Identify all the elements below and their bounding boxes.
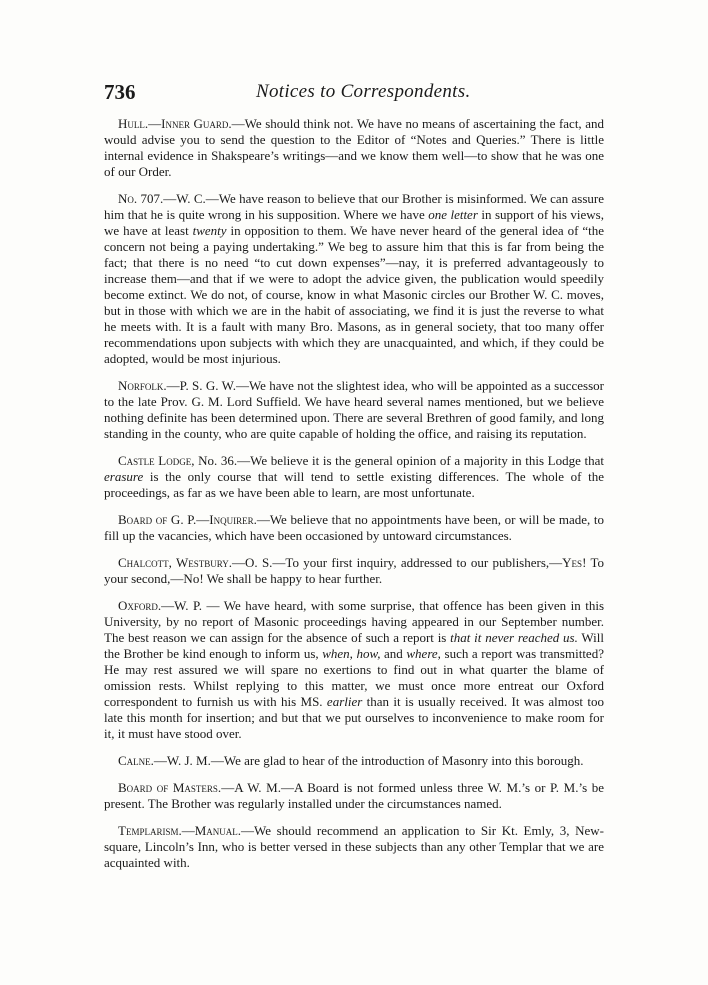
page-number: 736 [104,80,136,104]
notice-text: Yes [562,555,583,570]
italic-text: when, how, [322,646,381,661]
notice-paragraph [104,823,604,871]
notice-text: —W. J. M.—We are glad to hear of the introduction of Masonry into this borough. [153,753,584,768]
running-title: Notices to Correspondents. [256,81,471,102]
italic-text: one letter [428,207,478,222]
notice-text: is the only course that will tend to settle existing differences. The whole of the proceedings, as far as we have been able to learn, are most unfortunate. [104,469,604,500]
notice-heading: No. 707.—W. C. [118,191,206,206]
italic-text: erasure [104,469,144,484]
notice-text: such a report was transmitted? He may rest assured we will spare no exertions to find out in what quarter the blame of omission rests. Whilst replying to this matter, we must once more entreat our Oxford correspondent to furnish us with his MS. [104,646,604,709]
italic-text: twenty [192,223,227,238]
notice-heading: Chalcott, Westbury. [118,555,233,570]
notice-heading: Castle Lodge, [118,453,195,468]
notice-text: ! To your second,—No! We shall be happy to hear further. [104,555,604,586]
notice-text: than it is usually received. It was almost too late this month for insertion; and but that we put ourselves to inconvenience to make room for it, it must have stood over. [104,694,604,741]
notice-heading: Hull.—Inner Guard. [118,116,232,131]
italic-text: that it never reached us. [450,630,578,645]
notice-paragraph [104,555,604,587]
notice-text: —W. P. — We have heard, with some surprise, that offence has been given in this University, by no report of Masonic proceedings having appeared in our September number. The best reason we can assign for the absence of such a report is [104,598,604,645]
notice-text: —We should think not. We have no means of ascertaining the fact, and would advise you to send the question to the Editor of “Notes and Queries.” There is little internal evidence in Shakspeare’s writings—and we know them well—to show that he was one of our Order. [104,116,604,179]
italic-text: earlier [326,694,363,709]
notice-heading: Norfolk. [118,378,167,393]
notice-paragraph [104,598,604,742]
notice-text: Will the Brother be kind enough to inform us, [104,630,604,661]
italic-text: where, [406,646,441,661]
notice-text: in opposition to them. We have never heard of the general idea of “the concern not being a paying undertaking.” We beg to assure him that this is far from being the fact; that there is no need “to cut down expenses”—nay, it is preferred advantageously to increase them—and that if we were to adopt the advice given, the publication would speedily become extinct. We do not, of course, know in what Masonic circles our Brother W. C. moves, but in those with which we are in the habit of associating, we find it is just the reverse to what he meets with. It is a fault with many Bro. Masons, as in general society, that too many offer recommendations upon subjects with which they are unacquainted, and which, if they could be adopted, would be most injurious. [104,223,605,366]
notice-heading: Oxford. [118,598,162,613]
notice-text: and [380,646,407,661]
notice-paragraph [104,753,604,769]
notice-paragraph [104,512,604,544]
notice-text: —P. S. G. W.—We have not the slightest idea, who will be appointed as a successor to the late Prov. G. M. Lord Suffield. We have heard several names mentioned, but we believe nothing definite has been determined upon. There are several Brethren of good family, and long standing in the county, who are quite capable of holding the office, and raising its reputation. [104,378,604,441]
notice-text: in support of his views, we have at least [104,207,604,238]
notice-text: No. 36.—We believe it is the general opinion of a majority in this Lodge that [194,453,604,468]
notice-paragraph [104,378,604,442]
notice-paragraph [104,453,604,501]
notices-body [104,116,604,882]
notice-heading: Board of G. P.—Inquirer. [118,512,257,527]
notice-paragraph [104,191,604,367]
notice-text: —A W. M.—A Board is not formed unless three W. M.’s or P. M.’s be present. The Brother was regularly installed under the circumstances named. [104,780,604,811]
notice-heading: Board of Masters. [118,780,222,795]
notice-text: —We believe that no appointments have been, or will be made, to fill up the vacancies, which have been occasioned by untoward circumstances. [104,512,604,543]
notice-text: —We should recommend an application to Sir Kt. Emly, 3, New-square, Lincoln’s Inn, who is better versed in these subjects than any other Templar that we are acquainted with. [104,823,604,870]
notice-heading: Calne. [118,753,154,768]
notice-paragraph [104,116,604,180]
notice-heading: Templarism.—Manual. [118,823,242,838]
page-header [104,80,604,106]
notice-paragraph [104,780,604,812]
notice-text: —We have reason to believe that our Brother is misinformed. We can assure him that he is quite wrong in his supposition. Where we have [104,191,605,222]
notice-text: —O. S.—To your first inquiry, addressed to our publishers,— [232,555,563,570]
